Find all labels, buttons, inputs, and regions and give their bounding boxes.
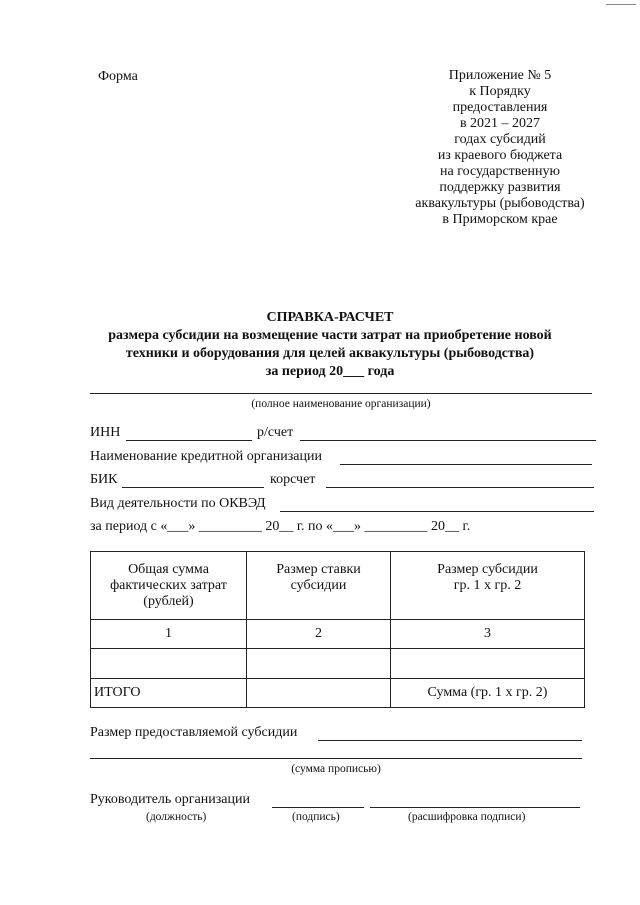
data-cell-rate[interactable] [247, 649, 391, 679]
appendix-line: на государственную [440, 164, 560, 179]
total-cell-rate[interactable] [247, 679, 391, 708]
corner-mark [606, 4, 636, 5]
sum-in-words-line[interactable] [90, 758, 582, 759]
title-line: техники и оборудования для целей аквакультуры (рыбоводства) [125, 346, 535, 361]
appendix-line: годах субсидий [454, 132, 546, 147]
inn-label: ИНН [90, 425, 121, 440]
appendix-line: поддержку развития [439, 180, 561, 195]
appendix-line: предоставления [452, 100, 548, 115]
calculation-table [90, 551, 585, 708]
title-main: СПРАВКА-РАСЧЕТ [266, 310, 394, 325]
column-number: 1 [91, 620, 247, 649]
appendix-line: Приложение № 5 [448, 68, 552, 83]
data-cell-subsidy[interactable] [391, 649, 585, 679]
decoding-caption: (расшифровка подписи) [408, 811, 526, 823]
header-cell-rate: Размер ставки субсидии [247, 552, 391, 620]
appendix-block [392, 68, 608, 228]
table-header-row [91, 552, 585, 620]
data-cell-total-costs[interactable] [91, 649, 247, 679]
total-label: ИТОГО [91, 679, 247, 708]
signature-field[interactable] [272, 807, 364, 808]
appendix-line: в Приморском крае [442, 212, 558, 227]
appendix-line: аквакультуры (рыбоводства) [415, 196, 585, 211]
bank-field[interactable] [340, 464, 592, 465]
column-number: 3 [391, 620, 585, 649]
inn-field[interactable] [126, 440, 252, 441]
org-name-caption: (полное наименование организации) [251, 398, 431, 410]
bik-label: БИК [90, 472, 118, 487]
header-cell-total-costs: Общая сумма фактических затрат (рублей) [91, 552, 247, 620]
corr-field[interactable] [326, 487, 594, 488]
period-line[interactable]: за период с «___» _________ 20__ г. по «___» _________ 20__ г. [90, 519, 471, 534]
total-formula: Сумма (гр. 1 х гр. 2) [391, 679, 585, 708]
signature-caption: (подпись) [292, 811, 340, 823]
title-line: размера субсидии на возмещение части затрат на приобретение новой [108, 328, 552, 343]
appendix-line: в 2021 – 2027 [459, 116, 541, 131]
appendix-line: к Порядку [469, 84, 531, 99]
bik-field[interactable] [122, 487, 264, 488]
bank-label: Наименование кредитной организации [90, 449, 322, 464]
okved-label: Вид деятельности по ОКВЭД [90, 496, 266, 511]
subsidy-field[interactable] [318, 740, 582, 741]
title-line: за период 20___ года [265, 364, 395, 379]
appendix-line: из краевого бюджета [437, 148, 563, 163]
form-label: Форма [98, 69, 138, 84]
document-title [60, 309, 600, 381]
corr-label: корсчет [270, 472, 316, 487]
okved-field[interactable] [280, 511, 594, 512]
header-cell-subsidy: Размер субсидии гр. 1 х гр. 2 [391, 552, 585, 620]
account-field[interactable] [300, 440, 596, 441]
org-name-line[interactable] [90, 393, 592, 394]
subsidy-label: Размер предоставляемой субсидии [90, 725, 298, 740]
table-number-row [91, 620, 585, 649]
table-total-row [91, 679, 585, 708]
head-label: Руководитель организации [90, 792, 250, 807]
account-label: р/счет [257, 425, 294, 440]
column-number: 2 [247, 620, 391, 649]
table-data-row [91, 649, 585, 679]
sum-caption: (сумма прописью) [291, 763, 381, 775]
decoding-field[interactable] [370, 807, 580, 808]
position-caption: (должность) [146, 811, 207, 823]
